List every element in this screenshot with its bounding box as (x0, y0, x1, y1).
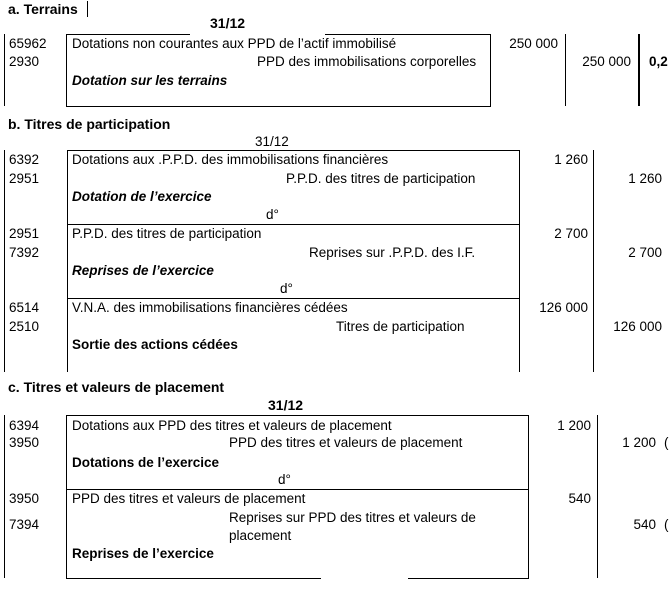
entry-caption: Reprises de l’exercice (72, 263, 214, 278)
debit-amount: 1 260 (554, 152, 588, 167)
entry-box-top (66, 415, 529, 416)
debit-label: V.N.A. des immobilisations financières cédées (72, 300, 348, 315)
credit-label: Reprises sur .P.P.D. des I.F. (309, 245, 476, 260)
account-number: 7394 (9, 517, 40, 532)
entry-box-left (67, 150, 68, 372)
account-number: 6392 (9, 152, 40, 167)
entry-caption: Dotation de l’exercice (72, 189, 212, 204)
debit-label: Dotations aux PPD des titres et valeurs de placement (72, 418, 392, 433)
entry-divider (67, 224, 520, 225)
entry-box-left (66, 415, 67, 579)
cut-off-glyph: ( (664, 435, 669, 450)
ledger-left-rule (4, 415, 5, 578)
ledger-left-rule (4, 34, 5, 106)
credit-column-rule (638, 34, 640, 106)
entry-box-bottom-left (66, 578, 321, 579)
section-c-date: 31/12 (268, 397, 304, 413)
debit-amount: 2 700 (554, 226, 588, 241)
credit-label: P.P.D. des titres de participation (286, 171, 476, 186)
entry-box-top-left (66, 34, 190, 35)
section-b-title: b. Titres de participation (8, 116, 171, 132)
entry-divider (67, 298, 520, 299)
credit-label-line1: Reprises sur PPD des titres et valeurs de (229, 510, 476, 525)
account-number: 2951 (9, 171, 40, 186)
debit-label: Dotations aux .P.P.D. des immobilisations financières (72, 152, 389, 167)
credit-label-line2: placement (229, 528, 292, 543)
debit-label: PPD des titres et valeurs de placement (72, 491, 306, 506)
entry-box-top (67, 150, 520, 151)
debit-amount: 540 (568, 491, 591, 506)
account-number: 2510 (9, 319, 40, 334)
entry-box-right (519, 150, 520, 372)
credit-amount: 1 200 (622, 435, 656, 450)
debit-amount: 1 200 (557, 418, 591, 433)
account-number: 2930 (9, 54, 40, 69)
credit-label: Titres de participation (336, 319, 465, 334)
section-a-title: a. Terrains (8, 1, 78, 17)
entry-box-bottom-right (408, 578, 529, 579)
entry-box-left (66, 34, 67, 107)
entry-box-top-right (325, 34, 491, 35)
debit-amount: 126 000 (539, 300, 588, 315)
entry-box-bottom (66, 106, 491, 107)
section-a-date: 31/12 (210, 15, 246, 31)
entry-caption: Dotations de l’exercice (72, 455, 220, 470)
credit-amount: 540 (633, 517, 656, 532)
credit-amount: 1 260 (628, 171, 662, 186)
cut-off-glyph: ( (664, 517, 669, 532)
account-number: 7392 (9, 245, 40, 260)
credit-amount: 2 700 (628, 245, 662, 260)
debit-label: P.P.D. des titres de participation (72, 226, 262, 241)
credit-label: PPD des immobilisations corporelles (257, 54, 477, 69)
ditto-mark: d° (278, 472, 291, 487)
entry-caption: Sortie des actions cédées (72, 337, 238, 352)
ledger-left-rule (4, 150, 5, 372)
account-number: 6514 (9, 300, 40, 315)
debit-column-rule (565, 34, 566, 106)
entry-caption: Reprises de l’exercice (72, 546, 214, 561)
text-cursor (87, 1, 88, 17)
credit-label: PPD des titres et valeurs de placement (229, 435, 463, 450)
section-b-date: 31/12 (255, 134, 289, 149)
ditto-mark: d° (266, 207, 279, 222)
debit-label: Dotations non courantes aux PPD de l’actif immobilisé (72, 36, 397, 51)
section-c-title: c. Titres et valeurs de placement (8, 379, 225, 395)
entry-divider (66, 489, 529, 490)
account-number: 3950 (9, 435, 40, 450)
entry-caption: Dotation sur les terrains (72, 73, 228, 88)
credit-amount: 250 000 (582, 54, 631, 69)
debit-amount: 250 000 (509, 36, 558, 51)
account-number: 3950 (9, 491, 40, 506)
account-number: 65962 (9, 36, 47, 51)
ditto-mark: d° (280, 281, 293, 296)
account-number: 2951 (9, 226, 40, 241)
credit-amount: 126 000 (613, 319, 662, 334)
cut-off-amount: 0,2 (649, 54, 668, 69)
account-number: 6394 (9, 418, 40, 433)
